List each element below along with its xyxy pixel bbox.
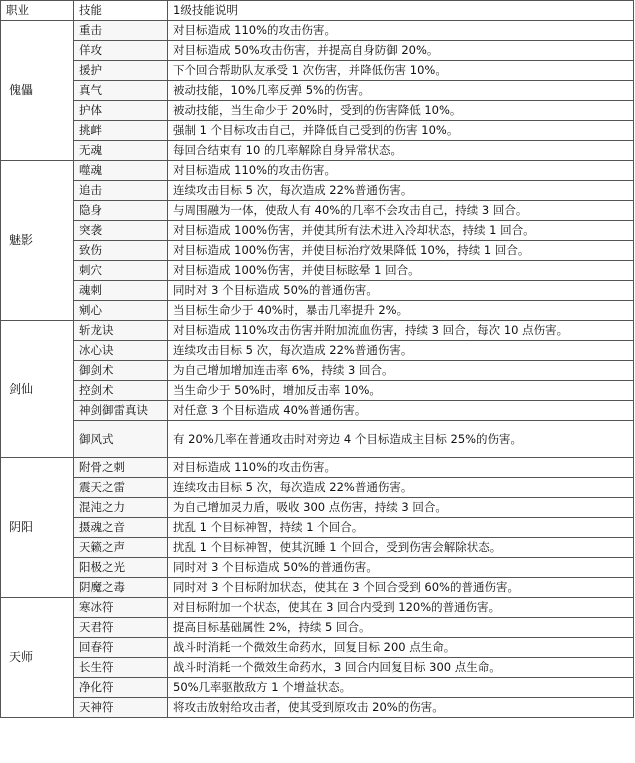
header-profession: 职业	[1, 1, 74, 21]
profession-cell: 剑仙	[1, 321, 74, 458]
skill-description-cell: 被动技能，10%几率反弹 5%的伤害。	[168, 81, 634, 101]
skill-name-cell: 天君符	[74, 618, 168, 638]
skill-description-cell: 对目标造成 100%伤害，并使目标治疗效果降低 10%，持续 1 回合。	[168, 241, 634, 261]
table-row	[1, 381, 634, 401]
table-row	[1, 301, 634, 321]
skill-description-cell: 与周围融为一体，使敌人有 40%的几率不会攻击自己，持续 3 回合。	[168, 201, 634, 221]
skill-name-cell: 斩龙诀	[74, 321, 168, 341]
skill-name-cell: 摄魂之音	[74, 518, 168, 538]
skill-description-cell: 扰乱 1 个目标神智，持续 1 个回合。	[168, 518, 634, 538]
skill-name-cell: 刺穴	[74, 261, 168, 281]
skill-description-cell: 为自己增加增加连击率 6%，持续 3 回合。	[168, 361, 634, 381]
profession-cell: 魅影	[1, 161, 74, 321]
table-row	[1, 678, 634, 698]
table-row	[1, 498, 634, 518]
skill-name-cell: 真气	[74, 81, 168, 101]
skill-description-cell: 连续攻击目标 5 次，每次造成 22%普通伤害。	[168, 341, 634, 361]
skill-name-cell: 回春符	[74, 638, 168, 658]
skill-description-cell: 战斗时消耗一个微效生命药水，回复目标 200 点生命。	[168, 638, 634, 658]
header-row	[1, 1, 634, 21]
skill-name-cell: 长生符	[74, 658, 168, 678]
profession-cell: 傀儡	[1, 21, 74, 161]
table-row	[1, 121, 634, 141]
table-row	[1, 518, 634, 538]
skill-description-cell: 对目标造成 110%攻击伤害并附加流血伤害，持续 3 回合，每次 10 点伤害。	[168, 321, 634, 341]
skill-name-cell: 冰心诀	[74, 341, 168, 361]
table-row	[1, 161, 634, 181]
profession-cell: 阴阳	[1, 458, 74, 598]
skill-name-cell: 隐身	[74, 201, 168, 221]
table-row	[1, 321, 634, 341]
table-row	[1, 141, 634, 161]
skill-name-cell: 致伤	[74, 241, 168, 261]
skill-description-cell: 50%几率驱散敌方 1 个增益状态。	[168, 678, 634, 698]
table-row	[1, 101, 634, 121]
skill-name-cell: 附骨之刺	[74, 458, 168, 478]
skill-description-cell: 同时对 3 个目标造成 50%的普通伤害。	[168, 558, 634, 578]
skill-description-cell: 连续攻击目标 5 次，每次造成 22%普通伤害。	[168, 478, 634, 498]
skill-description-cell: 当目标生命少于 40%时，暴击几率提升 2%。	[168, 301, 634, 321]
table-row	[1, 658, 634, 678]
table-row	[1, 401, 634, 421]
skill-name-cell: 魂刺	[74, 281, 168, 301]
profession-cell: 天师	[1, 598, 74, 718]
skill-name-cell: 无魂	[74, 141, 168, 161]
table-row	[1, 578, 634, 598]
skill-description-cell: 战斗时消耗一个微效生命药水，3 回合内回复目标 300 点生命。	[168, 658, 634, 678]
table-row	[1, 618, 634, 638]
skill-name-cell: 突袭	[74, 221, 168, 241]
table-row	[1, 341, 634, 361]
table-row	[1, 241, 634, 261]
table-row	[1, 698, 634, 718]
skill-name-cell: 佯攻	[74, 41, 168, 61]
skill-name-cell: 天神符	[74, 698, 168, 718]
skill-description-cell: 对目标附加一个状态，使其在 3 回合内受到 120%的普通伤害。	[168, 598, 634, 618]
skill-description-cell: 下个回合帮助队友承受 1 次伤害，并降低伤害 10%。	[168, 61, 634, 81]
table-row	[1, 638, 634, 658]
skill-description-cell: 对目标造成 110%的攻击伤害。	[168, 21, 634, 41]
skill-name-cell: 御风式	[74, 421, 168, 458]
skill-description-cell: 提高目标基础属性 2%，持续 5 回合。	[168, 618, 634, 638]
table-row	[1, 41, 634, 61]
skill-name-cell: 噬魂	[74, 161, 168, 181]
skill-name-cell: 重击	[74, 21, 168, 41]
table-row	[1, 361, 634, 381]
skill-name-cell: 净化符	[74, 678, 168, 698]
skill-description-cell: 将攻击放射给攻击者，使其受到原攻击 20%的伤害。	[168, 698, 634, 718]
skill-description-cell: 当生命少于 50%时，增加反击率 10%。	[168, 381, 634, 401]
table-row	[1, 478, 634, 498]
table-row	[1, 538, 634, 558]
table-row	[1, 598, 634, 618]
table-row	[1, 458, 634, 478]
skill-description-cell: 强制 1 个目标攻击自己，并降低自己受到的伤害 10%。	[168, 121, 634, 141]
skill-name-cell: 神剑御雷真诀	[74, 401, 168, 421]
table-body	[1, 21, 634, 718]
table-row	[1, 81, 634, 101]
header-description: 1级技能说明	[168, 1, 634, 21]
skill-description-cell: 对目标造成 100%伤害，并使目标眩晕 1 回合。	[168, 261, 634, 281]
skill-description-cell: 同时对 3 个目标附加状态，使其在 3 个回合受到 60%的普通伤害。	[168, 578, 634, 598]
skill-description-cell: 每回合结束有 10 的几率解除自身异常状态。	[168, 141, 634, 161]
skill-description-cell: 对目标造成 110%的攻击伤害。	[168, 161, 634, 181]
skill-description-cell: 对目标造成 100%伤害，并使其所有法术进入冷却状态，持续 1 回合。	[168, 221, 634, 241]
header-skill: 技能	[74, 1, 168, 21]
skill-description-cell: 被动技能，当生命少于 20%时，受到的伤害降低 10%。	[168, 101, 634, 121]
table-row	[1, 261, 634, 281]
skill-name-cell: 追击	[74, 181, 168, 201]
skill-name-cell: 援护	[74, 61, 168, 81]
skill-description-cell: 有 20%几率在普通攻击时对旁边 4 个目标造成主目标 25%的伤害。	[168, 421, 634, 458]
skill-description-cell: 连续攻击目标 5 次，每次造成 22%普通伤害。	[168, 181, 634, 201]
table-row	[1, 281, 634, 301]
skill-description-cell: 对任意 3 个目标造成 40%普通伤害。	[168, 401, 634, 421]
skill-description-cell: 同时对 3 个目标造成 50%的普通伤害。	[168, 281, 634, 301]
table-row	[1, 421, 634, 458]
table-row	[1, 221, 634, 241]
skill-name-cell: 寒冰符	[74, 598, 168, 618]
skill-description-cell: 对目标造成 50%攻击伤害，并提高自身防御 20%。	[168, 41, 634, 61]
skill-name-cell: 护体	[74, 101, 168, 121]
table-row	[1, 181, 634, 201]
skill-description-cell: 对目标造成 110%的攻击伤害。	[168, 458, 634, 478]
skill-description-cell: 扰乱 1 个目标神智，使其沉睡 1 个回合，受到伤害会解除状态。	[168, 538, 634, 558]
table-row	[1, 558, 634, 578]
skill-name-cell: 御剑术	[74, 361, 168, 381]
skill-name-cell: 天籁之声	[74, 538, 168, 558]
skill-name-cell: 剜心	[74, 301, 168, 321]
skill-name-cell: 阳极之光	[74, 558, 168, 578]
table-row	[1, 201, 634, 221]
skill-name-cell: 震天之雷	[74, 478, 168, 498]
skill-description-cell: 为自己增加灵力盾，吸收 300 点伤害，持续 3 回合。	[168, 498, 634, 518]
skill-name-cell: 挑衅	[74, 121, 168, 141]
skill-name-cell: 阴魔之毒	[74, 578, 168, 598]
skill-name-cell: 控剑术	[74, 381, 168, 401]
skill-name-cell: 混沌之力	[74, 498, 168, 518]
table-row	[1, 61, 634, 81]
table-row	[1, 21, 634, 41]
